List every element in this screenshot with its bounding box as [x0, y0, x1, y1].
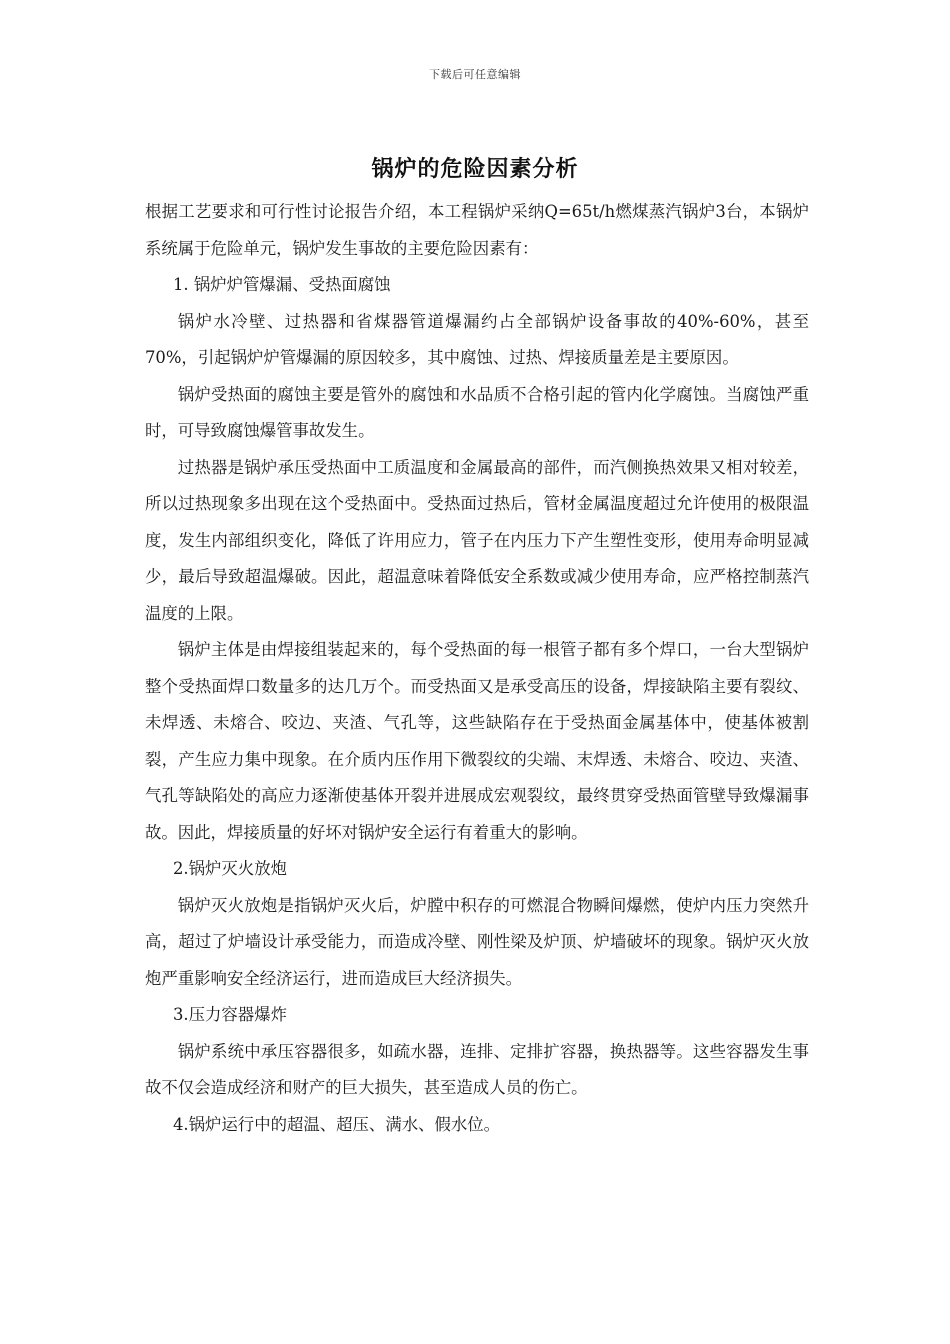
intro-paragraph: 根据工艺要求和可行性讨论报告介绍，本工程锅炉采纳Q=65t/h燃煤蒸汽锅炉3台，本锅炉系统属于危险单元，锅炉发生事故的主要危险因素有： [145, 202, 809, 258]
section-3-heading: 3.压力容器爆炸 [173, 1005, 287, 1024]
section-3-paragraph-1: 锅炉系统中承压容器很多，如疏水器，连排、定排扩容器，换热器等。这些容器发生事故不仅会造成经济和财产的巨大损失，甚至造成人员的伤亡。 [145, 1041, 809, 1097]
document-body [145, 194, 809, 1143]
document-title: 锅炉的危险因素分析 [371, 156, 579, 182]
section-2-paragraph-1: 锅炉灭火放炮是指锅炉灭火后，炉膛中积存的可燃混合物瞬间爆燃，使炉内压力突然升高，超过了炉墙设计承受能力，而造成冷壁、刚性梁及炉顶、炉墙破坏的现象。锅炉灭火放炮严重影响安全经济运行，进而造成巨大经济损失。 [145, 895, 809, 988]
header-note: 下载后可任意编辑 [429, 68, 521, 81]
section-4-heading: 4.锅炉运行中的超温、超压、满水、假水位。 [173, 1114, 501, 1134]
section-1-paragraph-4: 锅炉主体是由焊接组装起来的，每个受热面的每一根管子都有多个焊口，一台大型锅炉整个受热面焊口数量多的达几万个。而受热面又是承受高压的设备，焊接缺陷主要有裂纹、未焊透、未熔合、咬边、夹渣、气孔等，这些缺陷存在于受热面金属基体中，使基体被割裂，产生应力集中现象。在介质内压作用下微裂纹的尖端、末焊透、未熔合、咬边、夹渣、气孔等缺陷处的高应力逐渐使基体开裂并进展成宏观裂纹，最终贯穿受热面管壁导致爆漏事故。因此，焊接质量的好坏对锅炉安全运行有着重大的影响。 [145, 640, 809, 842]
section-2-heading: 2.锅炉灭火放炮 [173, 859, 287, 878]
section-1-paragraph-2: 锅炉受热面的腐蚀主要是管外的腐蚀和水品质不合格引起的管内化学腐蚀。当腐蚀严重时，可导致腐蚀爆管事故发生。 [145, 384, 809, 440]
section-1-heading: 1. 锅炉炉管爆漏、受热面腐蚀 [173, 275, 391, 294]
section-1-paragraph-1: 锅炉水冷壁、过热器和省煤器管道爆漏约占全部锅炉设备事故的40%-60%，甚至70%，引起锅炉炉管爆漏的原因较多，其中腐蚀、过热、焊接质量差是主要原因。 [145, 311, 809, 367]
section-1-paragraph-3: 过热器是锅炉承压受热面中工质温度和金属最高的部件，而汽侧换热效果又相对较差，所以过热现象多出现在这个受热面中。受热面过热后，管材金属温度超过允许使用的极限温度，发生内部组织变化，降低了许用应力，管子在内压力下产生塑性变形，使用寿命明显减少，最后导致超温爆破。因此，超温意味着降低安全系数或减少使用寿命，应严格控制蒸汽温度的上限。 [145, 457, 809, 623]
